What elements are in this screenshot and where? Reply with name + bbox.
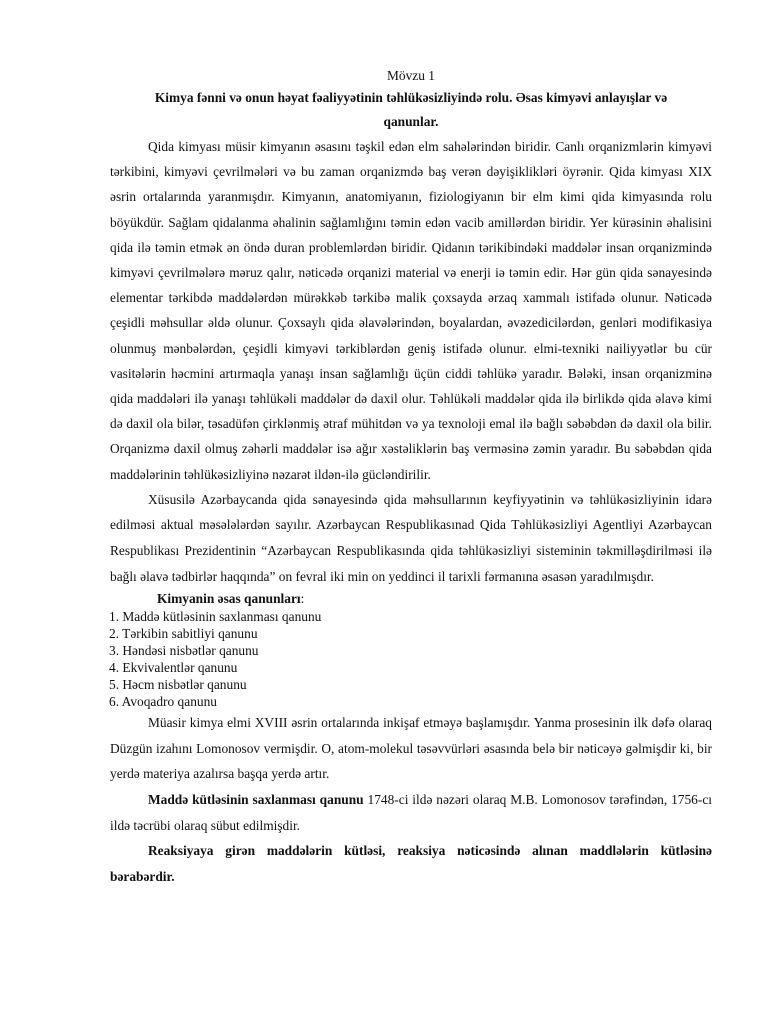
laws-heading [157, 590, 712, 608]
paragraph-azerbaijan-food-safety: Xüsusilə Azərbaycanda qida sənayesində qida məhsullarının keyfiyyətinin və təhlükəsizliyinin idarə edilməsi aktual məsələlərdən sayılır. Azərbaycan Respublikasınad Qida Təhlükəsizliyi Agentliyi Azərbaycan Respublikası Prezidentinin “Azərbaycan Respublikasında qida təhlükəsizliyi sisteminin təkmilləşdirilməsi ilə bağlı əlavə tədbirlər haqqında” on fevral iki min on yeddinci il tarixli fərmanına əsasən yaradılmışdır. [110, 491, 712, 584]
list-item: 1. Maddə kütləsinin saxlanması qanunu [109, 609, 322, 625]
mass-conservation-term: Maddə kütləsinin saxlanması qanunu [148, 792, 364, 807]
laws-heading-text: Kimyanin əsas qanunları [157, 591, 301, 607]
paragraph-history: Müasir kimya elmi XVIII əsrin ortalarında inkişaf etməyə başlamışdır. Yanma prosesinin ilk dəfə olaraq Düzgün izahını Lomonosov vermişdir. O, atom-molekul təsəvvürləri əsasında belə bir nəticəyə gəlmişdir ki, bir yerdə materiya azalırsa başqa yerdə artır. [110, 715, 712, 782]
laws-heading-colon: : [300, 591, 305, 607]
title-line-2: qanunlar. [383, 114, 439, 129]
topic-label: Mövzu 1 [387, 68, 435, 83]
mass-conservation-text: 1748-ci ildə nəzəri olaraq M.B. Lomonosov tərəfindən, 1756-cı ildə təcrübi olaraq sübut edilmişdir. [110, 792, 712, 833]
title-line-1: Kimya fənni və onun həyat fəaliyyətinin təhlükəsizliyində rolu. Əsas kimyəvi anlayışlar və [154, 90, 668, 105]
list-item: 2. Tərkibin sabitliyi qanunu [109, 626, 258, 642]
laws-list [109, 608, 711, 710]
list-item: 3. Həndəsi nisbətlər qanunu [109, 643, 259, 659]
paragraph-law-statement: Reaksiyaya girən maddələrin kütləsi, reaksiya nəticəsində alınan maddlələrin kütləsinə bərabərdir. [110, 843, 712, 885]
paragraph-food-chemistry: Qida kimyası müsir kimyanın əsasını təşkil edən elm sahələrindən biridir. Canlı orqanizmlərin kimyəvi tərkibini, kimyəvi çevrilmələri və bu zaman orqanizmdə baş verən dəyişiklikləri öyrənir. Qida kimyası XIX əsrin ortalarında yaranmışdır. Kimyanın, anatomiyanın, fiziologiyanın bir elm kimi qida kimyasında rolu böyükdür. Sağlam qidalanma əhalinin sağlamlığını təmin edən vacib amillərdən biridir. Yer kürəsinin əhalisini qida ilə təmin etmək ən öndə duran problemlərdən biridir. Qidanın tərikibindəki maddələr insan orqanizmində kimyəvi çevrilmələrə məruz qalır, nəticədə orqanizi material və enerji iə təmin edir. Hər gün qida sənayesində elementar tərkibdə maddələrdən mürəkkəb tərkibə malik çoxsayda ərzaq xammalı istifadə olunur. Nəticədə çeşidli məhsullar əldə olunur. Çoxsaylı qida əlavələrindən, boyalardan, əvəzedicilərdən, genləri modifikasiya olunmuş mənbələrdən, çeşidli kimyəvi tərkiblərdən geniş istifadə olunur. elmi-texniki nailiyyətlər bu cür vasitələrin həcmini artırmaqla yanaşı insan sağlamlığı üçün ciddi təhlükə yaradır. Bələki, insan orqanizminə qida maddələri ilə yanaşı təhlükəli maddələr də daxil olur. Təhlükəli maddələr qida ilə birlikdə qida əlavə kimi də daxil ola bilər, təsadüfən çirklənmiş ətraf mühitdən və ya texnoloji emal ilə bağlı səbəbdən də daxil ola bilir. Orqanizmə daxil olmuş zəhərli maddələr isə ağır xəstəliklərin baş verməsinə zəmin yaradır. Bu səbəbdən qida maddələrinin təhlükəsizliyinə nəzarət ildən-ilə gücləndirilir. [110, 139, 712, 482]
paragraph-mass-conservation [110, 787, 712, 838]
list-item: 6. Avoqadro qanunu [109, 694, 217, 710]
document-page [110, 66, 712, 890]
list-item: 5. Həcm nisbətlər qanunu [109, 677, 247, 693]
list-item: 4. Ekvivalentlər qanunu [109, 660, 238, 676]
document-title [110, 86, 712, 134]
